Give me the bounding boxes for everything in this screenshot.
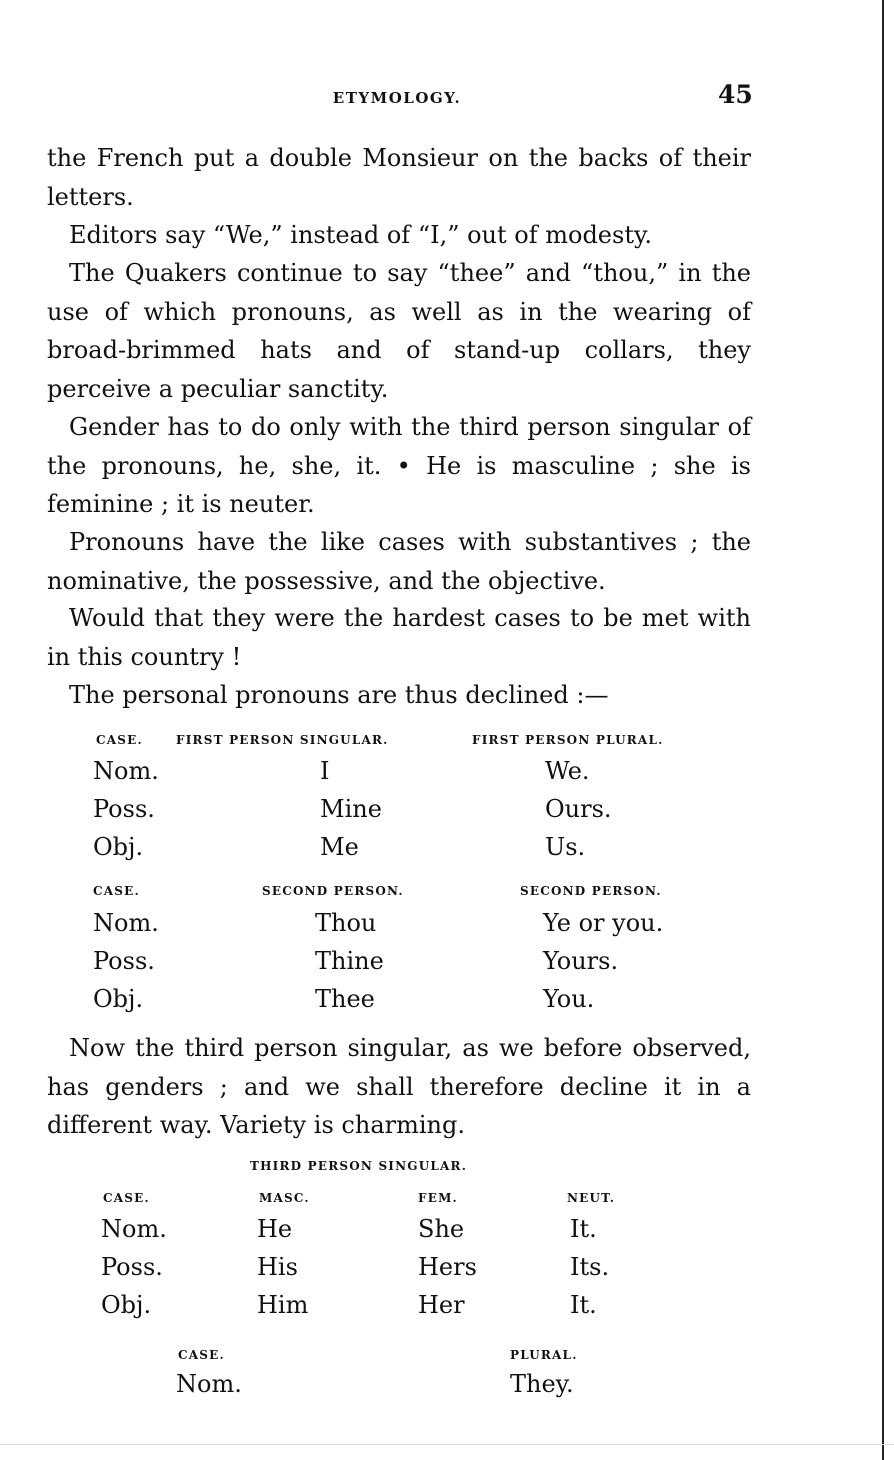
table-cell: Him bbox=[257, 1291, 309, 1319]
column-header: SECOND PERSON. bbox=[262, 884, 404, 898]
column-header: CASE. bbox=[96, 733, 143, 747]
table-cell: They. bbox=[510, 1370, 574, 1398]
page-bottom-line bbox=[0, 1444, 894, 1445]
table-cell: Nom. bbox=[176, 1370, 242, 1398]
table-cell: His bbox=[257, 1253, 298, 1281]
column-header: CASE. bbox=[103, 1191, 150, 1205]
table-cell: Thine bbox=[315, 947, 384, 975]
paragraph-1: the French put a double Monsieur on the backs of their letters. bbox=[47, 144, 751, 211]
table-cell: Poss. bbox=[93, 795, 155, 823]
column-header: PLURAL. bbox=[510, 1348, 578, 1362]
table-cell: Yours. bbox=[543, 947, 619, 975]
table-cell: I bbox=[320, 757, 330, 785]
table-cell: It. bbox=[570, 1215, 597, 1243]
table-cell: Obj. bbox=[93, 833, 144, 861]
table-cell: Obj. bbox=[93, 985, 144, 1013]
table-cell: Obj. bbox=[101, 1291, 152, 1319]
table-cell: We. bbox=[545, 757, 590, 785]
column-header: SECOND PERSON. bbox=[520, 884, 662, 898]
table-cell: Ours. bbox=[545, 795, 612, 823]
table-cell: She bbox=[418, 1215, 465, 1243]
column-header: CASE. bbox=[178, 1348, 225, 1362]
table-cell: Poss. bbox=[101, 1253, 163, 1281]
table-cell: You. bbox=[543, 985, 595, 1013]
table-cell: Me bbox=[320, 833, 359, 861]
paragraph-7: The personal pronouns are thus declined :— bbox=[69, 681, 609, 709]
page-edge-line bbox=[882, 0, 884, 1460]
table-cell: Hers bbox=[418, 1253, 477, 1281]
table-cell: Poss. bbox=[93, 947, 155, 975]
table-cell: It. bbox=[570, 1291, 597, 1319]
paragraph-2: Editors say “We,” instead of “I,” out of modesty. bbox=[69, 221, 652, 249]
table-cell: Thee bbox=[315, 985, 375, 1013]
column-header: FEM. bbox=[418, 1191, 458, 1205]
column-header: FIRST PERSON PLURAL. bbox=[472, 733, 664, 747]
table-cell: Nom. bbox=[93, 757, 159, 785]
table-cell: Its. bbox=[570, 1253, 610, 1281]
table-cell: Us. bbox=[545, 833, 586, 861]
column-header: NEUT. bbox=[567, 1191, 616, 1205]
running-header: ETYMOLOGY. bbox=[332, 89, 462, 107]
paragraph-8: Now the third person singular, as we before observed, has genders ; and we shall therefore decline it in a different way. Variety is charming. bbox=[47, 1034, 751, 1139]
page-number: 45 bbox=[718, 80, 753, 109]
paragraph-6: Would that they were the hardest cases to be met with in this country ! bbox=[47, 604, 751, 671]
table-cell: Nom. bbox=[93, 909, 159, 937]
column-header: CASE. bbox=[93, 884, 140, 898]
paragraph-5: Pronouns have the like cases with substantives ; the nominative, the possessive, and the objective. bbox=[47, 528, 751, 595]
column-header: MASC. bbox=[259, 1191, 310, 1205]
table-cell: Ye or you. bbox=[543, 909, 664, 937]
table-cell: Her bbox=[418, 1291, 465, 1319]
paragraph-3: The Quakers continue to say “thee” and “thou,” in the use of which pronouns, as well as in the wearing of broad-brimmed hats and of stand-up collars, they perceive a peculiar sanctity. bbox=[47, 259, 751, 403]
table-title: THIRD PERSON SINGULAR. bbox=[250, 1159, 468, 1173]
column-header: FIRST PERSON SINGULAR. bbox=[176, 733, 389, 747]
table-cell: Nom. bbox=[101, 1215, 167, 1243]
table-cell: He bbox=[257, 1215, 293, 1243]
table-cell: Mine bbox=[320, 795, 382, 823]
table-cell: Thou bbox=[315, 909, 377, 937]
paragraph-4: Gender has to do only with the third person singular of the pronouns, he, she, it. • He is masculine ; she is feminine ; it is neuter. bbox=[47, 413, 751, 518]
